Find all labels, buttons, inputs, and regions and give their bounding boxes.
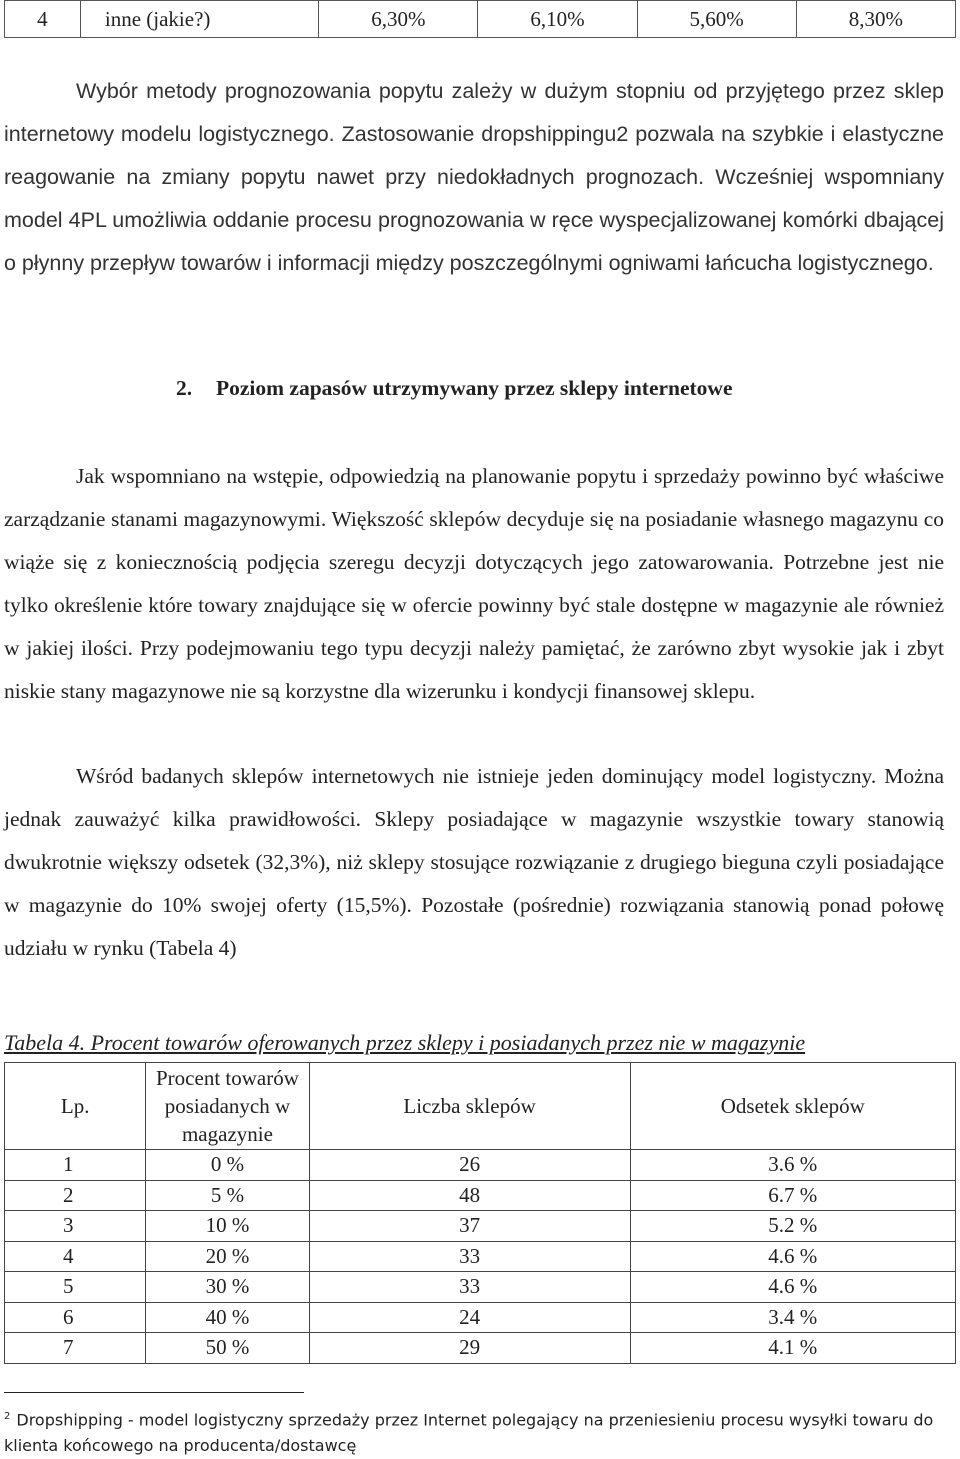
table-row [5,1,956,38]
table-cell: 6 [5,1302,146,1333]
table-cell: 6,30% [319,1,478,38]
footnote [4,1404,934,1459]
table-cell: 29 [309,1333,630,1364]
table-cell: 4 [5,1241,146,1272]
table-cell: 10 % [146,1211,309,1242]
column-header: Lp. [5,1063,146,1150]
table-cell: 48 [309,1180,630,1211]
section-number: 2. [176,376,193,400]
table-caption: Tabela 4. Procent towarów oferowanych przez sklepy i posiadanych przez nie w magazynie [4,1030,806,1055]
table-cell: 3.4 % [630,1302,955,1333]
table-cell: inne (jakie?) [80,1,318,38]
table-cell: 7 [5,1333,146,1364]
table-cell: 3.6 % [630,1150,955,1181]
table-row [5,1333,956,1364]
table-row [5,1180,956,1211]
table-cell: 5 [5,1272,146,1303]
table-cell: 4.1 % [630,1333,955,1364]
table-cell: 3 [5,1211,146,1242]
section-heading [176,376,733,401]
table-header-row [5,1063,956,1150]
table-cell: 4.6 % [630,1272,955,1303]
footnote-marker: 2 [4,1411,11,1422]
table-cell: 1 [5,1150,146,1181]
table-cell: 26 [309,1150,630,1181]
column-header: Odsetek sklepów [630,1063,955,1150]
table-row [5,1302,956,1333]
table-row [5,1150,956,1181]
stock-table [4,1062,956,1364]
previous-table-last-row [4,0,956,38]
table-cell: 40 % [146,1302,309,1333]
table-cell: 0 % [146,1150,309,1181]
column-header: Procent towarów posiadanych w magazynie [146,1063,309,1150]
table-cell: 5,60% [637,1,796,38]
table-cell: 5 % [146,1180,309,1211]
table-cell: 5.2 % [630,1211,955,1242]
table-cell: 8,30% [796,1,955,38]
paragraph-inventory: Jak wspomniano na wstępie, odpowiedzią na planowanie popytu i sprzedaży powinno być właściwe zarządzanie stanami magazynowymi. Większość sklepów decyduje się na posiadanie własnego magazynu co wiąże się z koniecznością podjęcia szeregu decyzji dotyczących jego zatowarowania. Potrzebne jest nie tylko określenie które towary znajdujące się w ofercie powinny być stale dostępne w magazynie ale również w jakiej ilości. Przy podejmowaniu tego typu decyzji należy pamiętać, że zarówno zbyt wysokie jak i zbyt niskie stany magazynowe nie są korzystne dla wizerunku i kondycji finansowej sklepu. [4,464,944,703]
footnote-separator [4,1392,304,1393]
paragraph-logistics-model: Wśród badanych sklepów internetowych nie istnieje jeden dominujący model logistyczny. Można jednak zauważyć kilka prawidłowości. Sklepy posiadające w magazynie wszystkie towary stanowią dwukrotnie większy odsetek (32,3%), niż sklepy stosujące rozwiązanie z drugiego bieguna czyli posiadające w magazynie do 10% swojej oferty (15,5%). Pozostałe (pośrednie) rozwiązania stanowią ponad połowę udziału w rynku (Tabela 4) [4,764,944,960]
table-cell: 6,10% [478,1,637,38]
table-cell: 2 [5,1180,146,1211]
table-cell: 33 [309,1241,630,1272]
table-cell: 4.6 % [630,1241,955,1272]
table-cell: 50 % [146,1333,309,1364]
section-title: Poziom zapasów utrzymywany przez sklepy internetowe [216,376,733,400]
column-header: Liczba sklepów [309,1063,630,1150]
table-row [5,1211,956,1242]
footnote-text: Dropshipping - model logistyczny sprzedaży przez Internet polegający na przeniesieniu procesu wysyłki towaru do klienta końcowego na producenta/dostawcę [4,1410,934,1456]
table-row [5,1241,956,1272]
table-cell: 20 % [146,1241,309,1272]
paragraph-forecasting: Wybór metody prognozowania popytu zależy w dużym stopniu od przyjętego przez sklep internetowy modelu logistycznego. Zastosowanie dropshippingu2 pozwala na szybkie i elastyczne reagowanie na zmiany popytu nawet przy niedokładnych prognozach. Wcześniej wspomniany model 4PL umożliwia oddanie procesu prognozowania w ręce wyspecjalizowanej komórki dbającej o płynny przepływ towarów i informacji między poszczególnymi ogniwami łańcucha logistycznego. [4,79,944,275]
table-cell: 4 [5,1,81,38]
table-cell: 24 [309,1302,630,1333]
table-cell: 33 [309,1272,630,1303]
table-cell: 30 % [146,1272,309,1303]
table-row [5,1272,956,1303]
table-cell: 37 [309,1211,630,1242]
table-cell: 6.7 % [630,1180,955,1211]
